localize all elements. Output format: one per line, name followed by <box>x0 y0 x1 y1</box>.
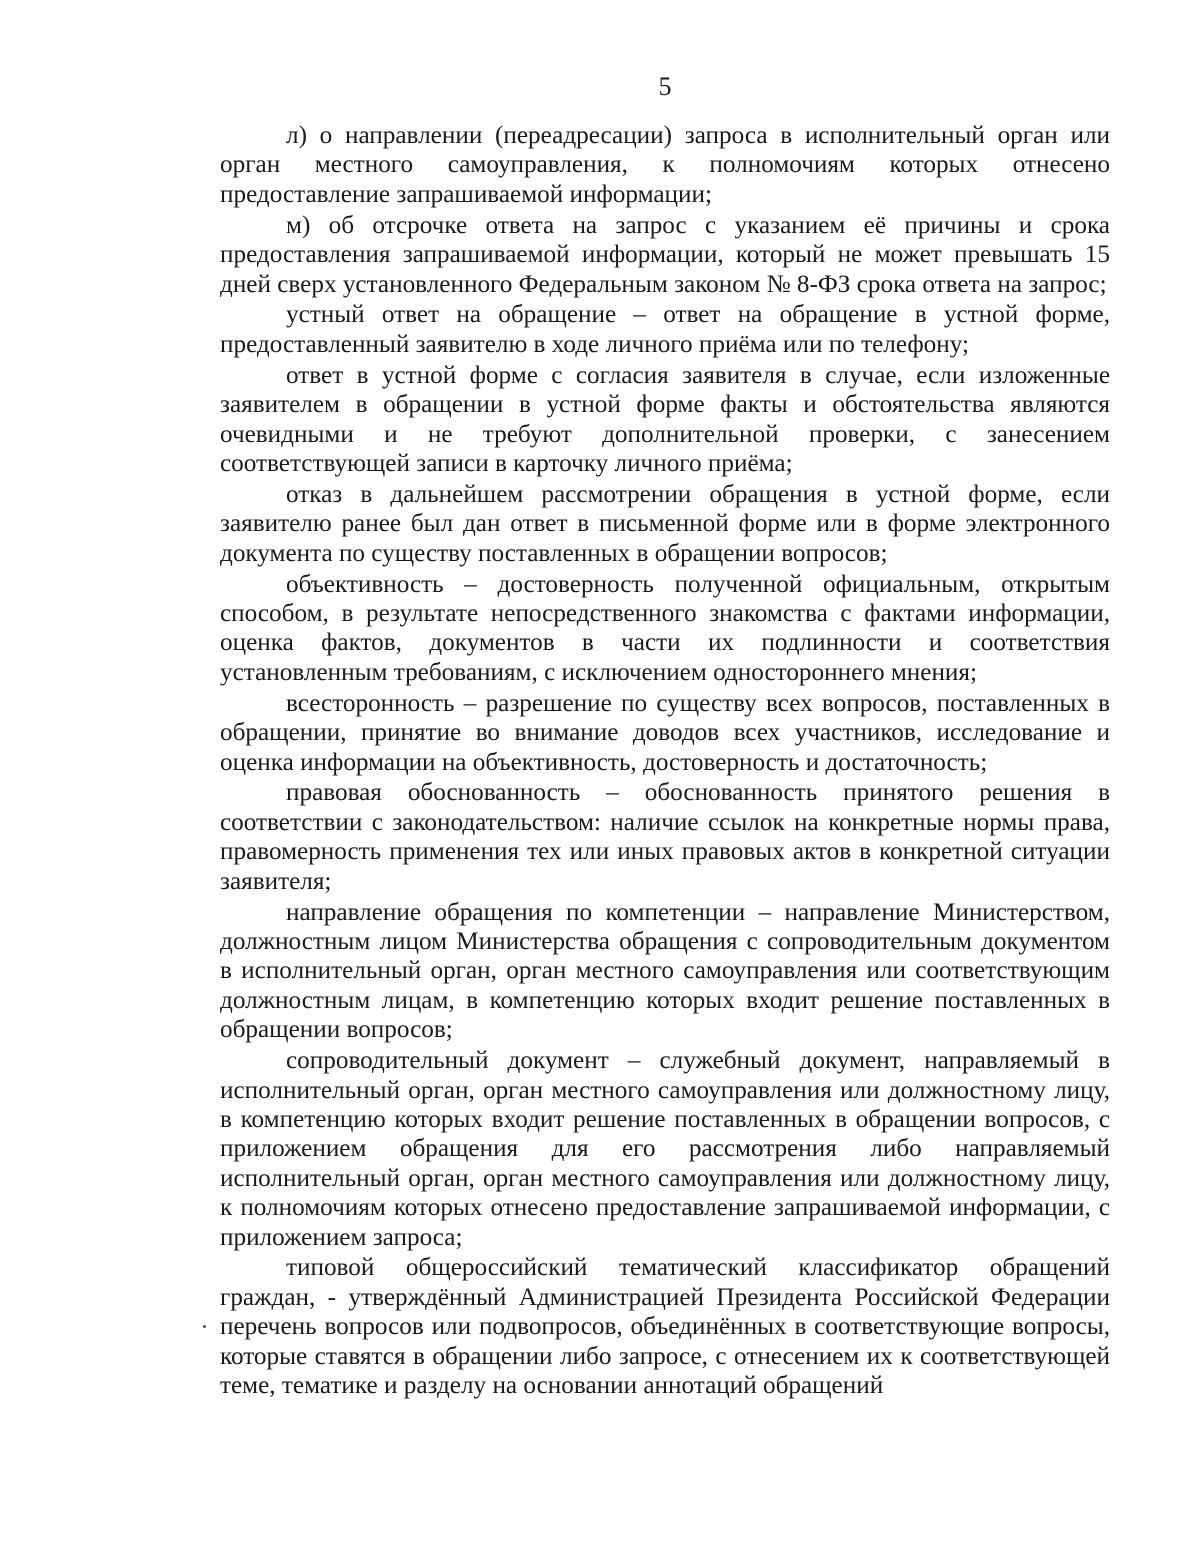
paragraph-l-redirect-request: л) о направлении (переадресации) запроса в исполнительный орган или орган местного самоуправления, к полномочиям которых отнесено предоставление запрашиваемой информации; <box>220 122 1110 208</box>
paragraph-classifier: типовой общероссийский тематический классификатор обращений граждан, - утверждённый Администрацией Президента Российской Федерации перечень вопросов или подвопросов, объединённых в соответствующие вопросы, которые ставятся в обращении либо запросе, с отнесением их к соответствующей теме, тематике и разделу на основании аннотаций обращений <box>220 1254 1110 1400</box>
paragraph-legal-validity: правовая обоснованность – обоснованность принятого решения в соответствии с законодательством: наличие ссылок на конкретные нормы права, правомерность применения тех или иных правовых актов в конкретной ситуации заявителя; <box>220 779 1110 895</box>
scan-speck <box>203 1325 206 1328</box>
paragraph-objectivity: объективность – достоверность полученной официальным, открытым способом, в результате непосредственного знакомства с фактами информации, оценка фактов, документов в части их подлинности и соответствия установленным требованиям, с исключением одностороннего мнения; <box>220 570 1110 686</box>
paragraph-oral-consent: ответ в устной форме с согласия заявителя в случае, если изложенные заявителем в обращении в устной форме факты и обстоятельства являются очевидными и не требуют дополнительной проверки, с занесением соответствующей записи в карточку личного приёма; <box>220 361 1110 477</box>
paragraph-comprehensiveness: всесторонность – разрешение по существу всех вопросов, поставленных в обращении, принятие во внимание доводов всех участников, исследование и оценка информации на объективность, достоверность и достаточность; <box>220 689 1110 776</box>
paragraph-cover-document: сопроводительный документ – служебный документ, направляемый в исполнительный орган, орган местного самоуправления или должностному лицу, в компетенцию которых входит решение поставленных в обращении вопросов, с приложением обращения для его рассмотрения либо направляемый исполнительный орган, орган местного самоуправления или должностному лицу, к полномочиям которых отнесено предоставление запрашиваемой информации, с приложением запроса; <box>220 1047 1110 1251</box>
paragraph-oral-answer: устный ответ на обращение – ответ на обращение в устной форме, предоставленный заявителю в ходе личного приёма или по телефону; <box>220 301 1110 358</box>
page-number: 5 <box>658 72 672 101</box>
paragraph-competence-direction: направление обращения по компетенции – направление Министерством, должностным лицом Министерства обращения с сопроводительным документом в исполнительный орган, орган местного самоуправления или соответствующим должностным лицам, в компетенцию которых входит решение поставленных в обращении вопросов; <box>220 898 1110 1044</box>
paragraph-refusal: отказ в дальнейшем рассмотрении обращения в устной форме, если заявителю ранее был дан ответ в письменной форме или в форме электронного документа по существу поставленных в обращении вопросов; <box>220 480 1110 567</box>
paragraph-m-deferral: м) об отсрочке ответа на запрос с указанием её причины и срока предоставления запрашиваемой информации, который не может превышать 15 дней сверх установленного Федеральным законом № 8-ФЗ срока ответа на запрос; <box>220 211 1110 298</box>
document-body <box>220 121 1110 1402</box>
